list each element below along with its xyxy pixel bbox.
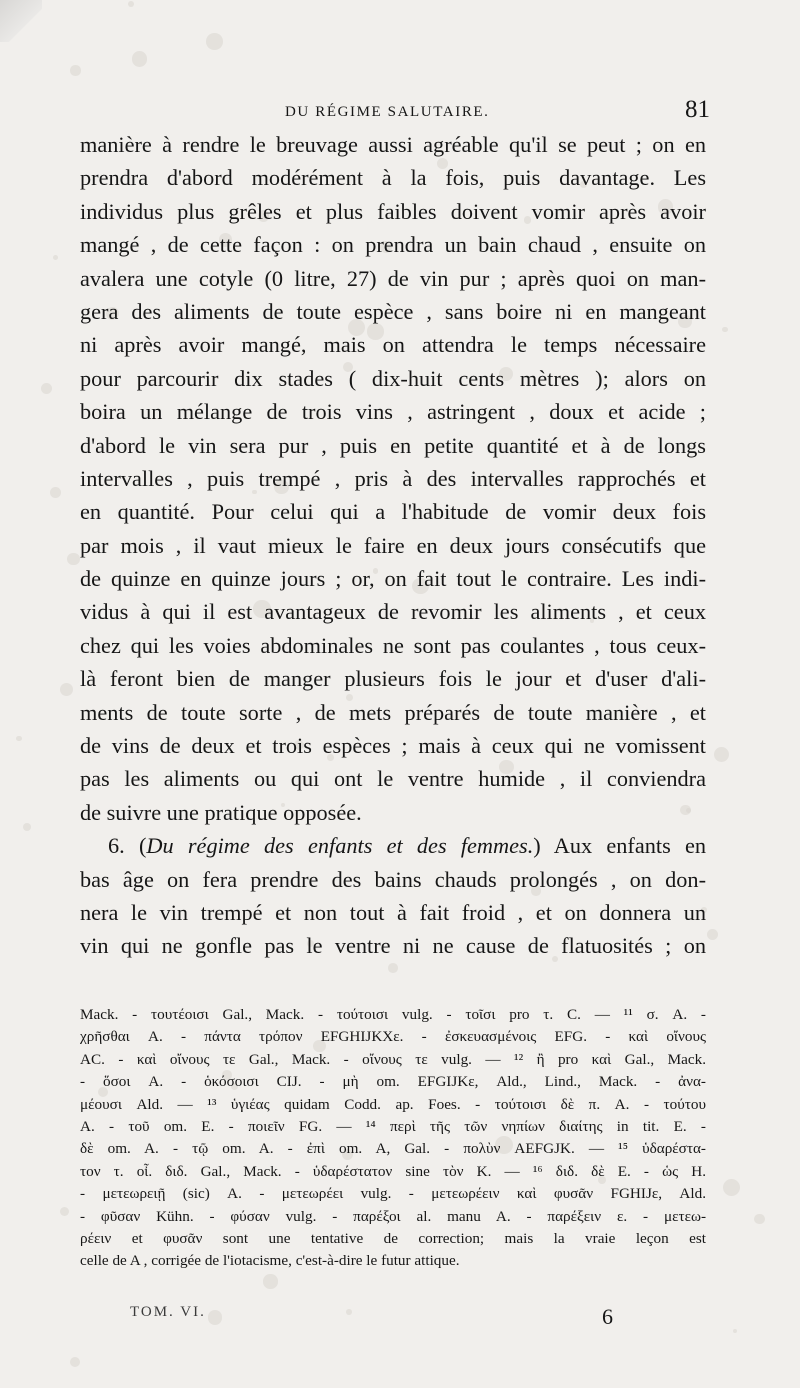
paper-speck bbox=[346, 1309, 352, 1315]
section-number: 6. bbox=[108, 833, 125, 859]
section-close-paren: ) bbox=[533, 833, 541, 859]
text-line: prendra d'abord modérément à la fois, puis davantage. Les bbox=[80, 165, 706, 191]
paper-speck bbox=[208, 1310, 222, 1324]
section-heading-line bbox=[80, 829, 706, 862]
text-line: bas âge on fera prendre des bains chauds prolongés , on don- bbox=[80, 866, 706, 892]
paper-speck bbox=[53, 255, 58, 260]
note-line: - ὅσοι A. - ὁκόσοισι CIJ. - μὴ om. EFGIJKε, Ald., Lind., Mack. - ἀνα- bbox=[80, 1073, 706, 1091]
paper-speck bbox=[263, 1274, 277, 1288]
paper-speck bbox=[50, 487, 61, 498]
signature-mark: 6 bbox=[602, 1304, 613, 1329]
text-line: avalera une cotyle (0 litre, 27) de vin pur ; après quoi on man- bbox=[80, 265, 706, 291]
text-line: d'abord le vin sera pur , puis en petite quantité et à de longs bbox=[80, 432, 706, 458]
running-head: DU RÉGIME SALUTAIRE. bbox=[285, 104, 490, 120]
note-line: - μετεωρειῇ (sic) A. - μετεωρέει vulg. - μετεωρέειν καὶ φυσᾶν FGHIJε, Ald. bbox=[80, 1185, 706, 1203]
paper-speck bbox=[70, 1357, 80, 1367]
section-first-line-text: Aux enfants en bbox=[553, 833, 706, 859]
paper-speck bbox=[128, 1, 134, 7]
critical-apparatus bbox=[80, 1004, 706, 1273]
text-line: ni après avoir mangé, mais on attendra le temps nécessaire bbox=[80, 332, 706, 358]
paper-speck bbox=[723, 1179, 741, 1197]
paper-speck bbox=[733, 1329, 738, 1334]
text-line: nera le vin trempé et non tout à fait froid , et on donnera un bbox=[80, 899, 706, 925]
note-line: celle de A , corrigée de l'iotacisme, c'est-à-dire le futur attique. bbox=[80, 1252, 460, 1270]
paper-speck bbox=[60, 683, 73, 696]
text-line: gera des aliments de toute espèce , sans boire ni en mangeant bbox=[80, 298, 706, 324]
page-header bbox=[80, 96, 710, 126]
text-line: boira un mélange de trois vins , astringent , doux et acide ; bbox=[80, 399, 706, 425]
text-line: vin qui ne gonfle pas le ventre ni ne cause de flatuosités ; on bbox=[80, 933, 706, 959]
text-line: pas les aliments ou qui ont le ventre humide , il conviendra bbox=[80, 766, 706, 792]
note-line: μέουσι Ald. — ¹³ ὑγιέας quidam Codd. ap. Foes. - τούτοισι δὲ π. A. - τούτου bbox=[80, 1095, 706, 1113]
paper-speck bbox=[714, 747, 729, 762]
paper-speck bbox=[23, 823, 31, 831]
text-line: ments de toute sorte , de mets préparés de toute manière , et bbox=[80, 699, 706, 725]
paper-speck bbox=[67, 553, 80, 566]
text-line: mangé , de cette façon : on prendra un bain chaud , ensuite on bbox=[80, 232, 706, 258]
paper-speck bbox=[722, 327, 727, 332]
paper-speck bbox=[16, 736, 21, 741]
page-corner-shadow bbox=[0, 0, 42, 42]
text-line: intervalles , puis trempé , pris à des intervalles rapprochés et bbox=[80, 465, 706, 491]
note-line: A. - τοῦ om. E. - ποιεῖν FG. — ¹⁴ περὶ τῆς τῶν νηπίων διαίτης in tit. E. - bbox=[80, 1117, 706, 1135]
paper-speck bbox=[754, 1214, 764, 1224]
paper-speck bbox=[41, 383, 52, 394]
note-line: - φῦσαν Kühn. - φύσαν vulg. - παρέξοι al. manu A. - παρέξειν ε. - μετεω- bbox=[80, 1207, 706, 1225]
paper-speck bbox=[388, 963, 398, 973]
text-line: en quantité. Pour celui qui a l'habitude de vomir deux fois bbox=[80, 499, 706, 525]
section-open-paren: ( bbox=[138, 833, 147, 859]
note-line: τον τ. οἶ. διδ. Gal., Mack. - ὑδαρέστατον sine τὸν K. — ¹⁶ διδ. δὲ E. - ὡς H. bbox=[80, 1162, 706, 1180]
note-line: χρῆσθαι A. - πάντα τρόπον EFGHIJKXε. - ἐσκευασμένοις EFG. - καὶ οἴνους bbox=[80, 1028, 706, 1046]
note-line: δὲ om. A. - τῷ om. A. - ἐπὶ om. A, Gal. - πολὺν AEFGJK. — ¹⁵ ὑδαρέστα- bbox=[80, 1140, 706, 1158]
text-line: chez qui les voies abdominales ne sont pas coulantes , tous ceux- bbox=[80, 632, 706, 658]
text-line: de quinze en quinze jours ; or, on fait tout le contraire. Les indi- bbox=[80, 566, 706, 592]
note-line: AC. - καὶ οἴνους τε Gal., Mack. - οἴνους τε vulg. — ¹² ἢ pro καὶ Gal., Mack. bbox=[80, 1050, 706, 1068]
paper-speck bbox=[60, 1207, 69, 1216]
text-line: manière à rendre le breuvage aussi agréable qu'il se peut ; on en bbox=[80, 132, 706, 157]
text-line: de vins de deux et trois espèces ; mais à ceux qui ne vomissent bbox=[80, 733, 706, 759]
page-number: 81 bbox=[685, 96, 710, 123]
main-text bbox=[80, 128, 706, 963]
text-line: vidus à qui il est avantageux de revomir les aliments , et ceux bbox=[80, 599, 706, 625]
paper-speck bbox=[707, 929, 718, 940]
section-title: Du régime des enfants et des femmes. bbox=[146, 833, 534, 859]
text-line: individus plus grêles et plus faibles doivent vomir après avoir bbox=[80, 198, 706, 224]
text-line: par mois , il vaut mieux le faire en deux jours consécutifs que bbox=[80, 532, 706, 558]
note-line: Mack. - τουτέοισι Gal., Mack. - τούτοισι vulg. - τοῖσι pro τ. C. — ¹¹ σ. A. - bbox=[80, 1006, 706, 1023]
volume-mark: TOM. VI. bbox=[130, 1304, 206, 1320]
text-line: pour parcourir dix stades ( dix-huit cents mètres ); alors on bbox=[80, 365, 706, 391]
text-line: de suivre une pratique opposée. bbox=[80, 799, 362, 825]
paper-speck bbox=[132, 51, 148, 67]
paper-speck bbox=[70, 65, 80, 75]
note-line: ρέειν et φυσᾶν sont une tentative de correction; mais la vraie leçon est bbox=[80, 1229, 706, 1247]
paper-speck bbox=[206, 33, 223, 50]
text-line: là feront bien de manger plusieurs fois le jour et d'user d'ali- bbox=[80, 666, 706, 692]
